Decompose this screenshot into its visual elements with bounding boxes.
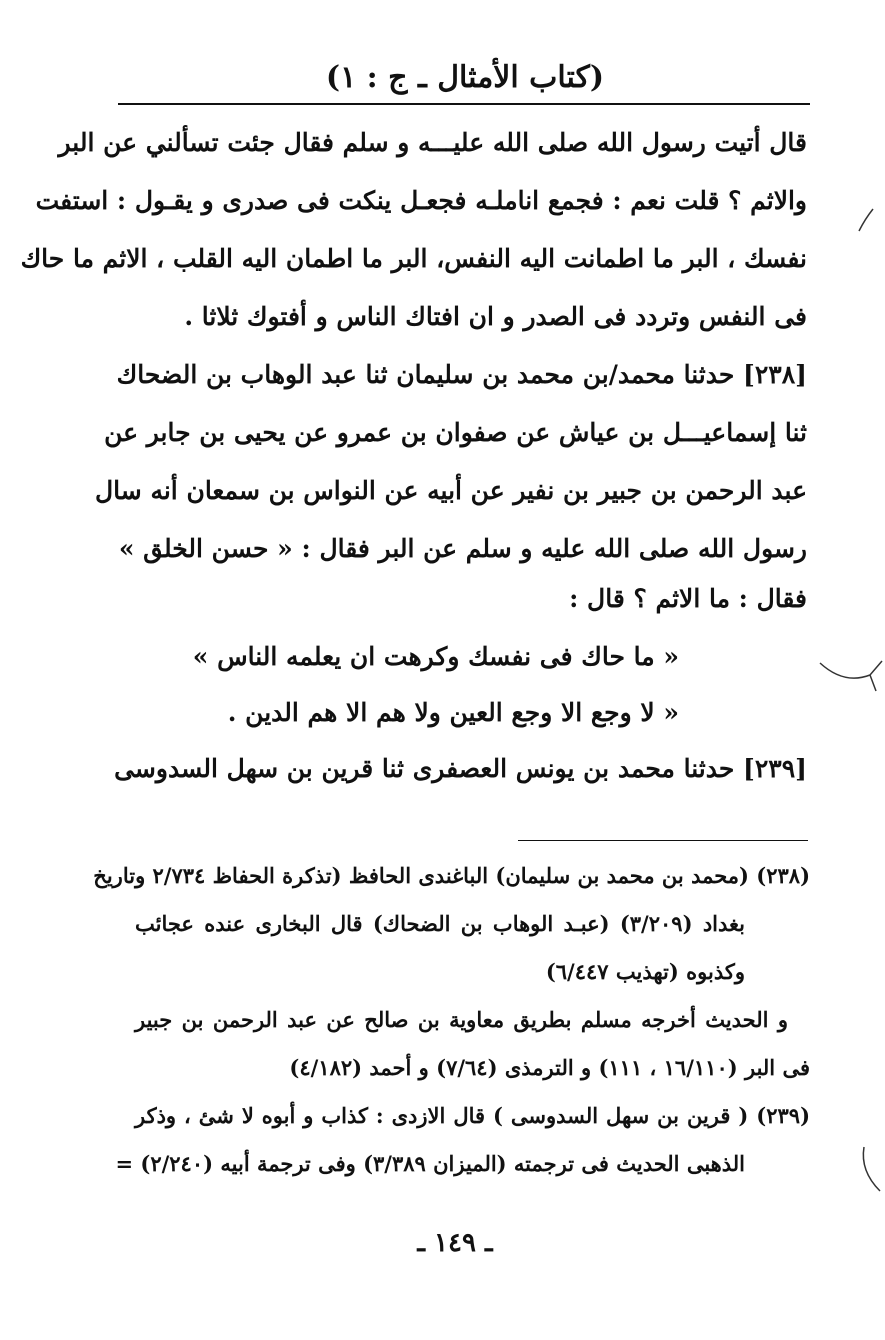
- margin-pencil-mark: [858, 1145, 884, 1195]
- text-line: فى النفس وتردد فى الصدر و ان افتاك الناس و أفتوك ثلاثا .: [184, 302, 807, 331]
- footnote-divider: [518, 840, 808, 841]
- text-line: فقال : ما الاثم ؟ قال :: [569, 584, 807, 613]
- running-header: (كتاب الأمثال ـ ج : ١): [325, 60, 605, 95]
- quote-line: « ما حاك فى نفسك وكرهت ان يعلمه الناس »: [192, 642, 679, 671]
- footnote-line: وكذبوه (تهذيب ٦/٤٤٧): [545, 959, 745, 984]
- hadith-238-start: [٢٣٨] حدثنا محمد/بن محمد بن سليمان ثنا عبد الوهاب بن الضحاك: [116, 360, 807, 389]
- text-line: قال أتيت رسول الله صلى الله عليـــه و سلم فقال جئت تسألني عن البر: [58, 128, 807, 157]
- text-line: رسول الله صلى الله عليه و سلم عن البر فقال : « حسن الخلق »: [118, 534, 807, 563]
- text-line: ثنا إسماعيـــل بن عياش عن صفوان بن عمرو عن يحيى بن جابر عن: [104, 418, 807, 447]
- quote-line: « لا وجع الا وجع العين ولا هم الا هم الدين .: [227, 698, 679, 727]
- footnote-line: الذهبى الحديث فى ترجمته (الميزان ٣/٣٨٩) وفى ترجمة أبيه (٢/٢٤٠) =: [115, 1151, 745, 1176]
- footnotes-block: [93, 863, 810, 1199]
- hadith-239-start: [٢٣٩] حدثنا محمد بن يونس العصفرى ثنا قرين بن سهل السدوسى: [114, 754, 807, 783]
- footnote-line: و الحديث أخرجه مسلم بطريق معاوية بن صالح عن عبد الرحمن بن جبير: [135, 1007, 788, 1032]
- main-text-block: [20, 128, 807, 812]
- footnote-line: بغداد (٣/٢٠٩) (عبـد الوهاب بن الضحاك) قال البخارى عنده عجائب: [135, 911, 746, 936]
- footnote-line: (٢٣٩) ( قرين بن سهل السدوسى ) قال الازدى : كذاب و أبوه لا شئ ، وذكر: [135, 1103, 810, 1128]
- text-line: عبد الرحمن بن جبير بن نفير عن أبيه عن النواس بن سمعان أنه سال: [95, 476, 807, 505]
- footnote-line: (٢٣٨) (محمد بن محمد بن سليمان) الباغندى الحافظ (تذكرة الحفاظ ٢/٧٣٤ وتاريخ: [93, 863, 810, 888]
- page-number: ـ ١٤٩ ـ: [417, 1228, 493, 1258]
- margin-pencil-mark: [818, 655, 884, 695]
- margin-pencil-mark: [855, 205, 877, 235]
- footnote-line: فى البر (١٦/١١٠ ، ١١١) و الترمذى (٧/٦٤) و أحمد (٤/١٨٢): [289, 1055, 810, 1080]
- text-line: نفسك ، البر ما اطمانت اليه النفس، البر ما اطمان اليه القلب ، الاثم ما حاك: [20, 244, 807, 273]
- header-divider: [118, 103, 810, 105]
- text-line: والاثم ؟ قلت نعم : فجمع اناملـه فجعـل ينكت فى صدرى و يقـول : استفت: [35, 186, 807, 215]
